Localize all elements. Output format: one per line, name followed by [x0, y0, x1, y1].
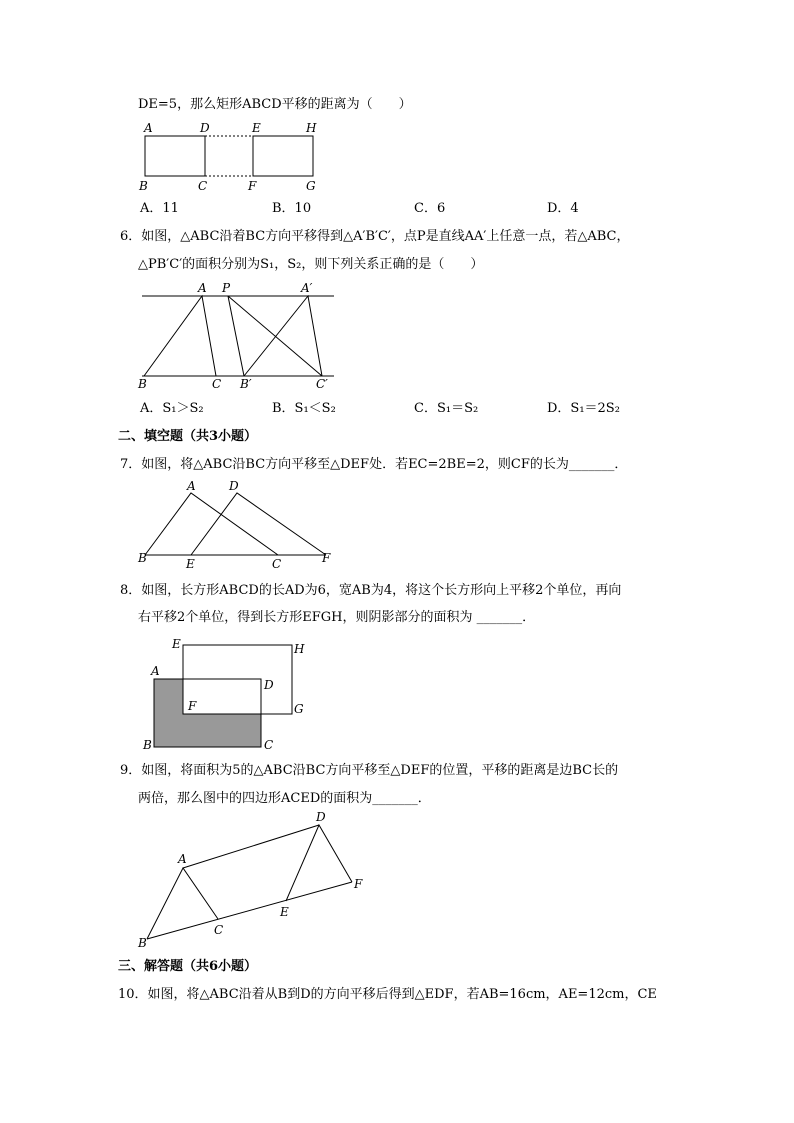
- q8-figure: [138, 634, 328, 754]
- q5-text: DE=5，那么矩形ABCD平移的距离为（ ）: [138, 97, 412, 112]
- q7-label-C: C: [272, 557, 282, 571]
- q7-label-F: F: [322, 551, 331, 565]
- q6-label-B: B: [138, 377, 147, 391]
- q5-label-B: B: [139, 179, 148, 193]
- q9-label-E: E: [280, 905, 289, 919]
- q6-option-c[interactable]: C．S₁＝S₂: [414, 401, 479, 416]
- q7-label-D: D: [229, 479, 239, 493]
- q8-label-F: F: [188, 699, 197, 713]
- q6-figure: [136, 280, 346, 390]
- q5-option-b[interactable]: B．10: [272, 201, 312, 216]
- q5-label-A: A: [144, 121, 153, 135]
- q9-figure: [136, 810, 376, 950]
- q7-label-B: B: [138, 551, 147, 565]
- q6-option-b[interactable]: B．S₁＜S₂: [272, 401, 336, 416]
- q8-label-E: E: [172, 637, 181, 651]
- q6-label-A: A: [198, 281, 207, 295]
- q9-text-line1: 9．如图，将面积为5的△ABC沿BC方向平移至△DEF的位置，平移的距离是边BC长的: [120, 763, 619, 778]
- q9-label-C: C: [214, 923, 224, 937]
- q7-label-E: E: [186, 557, 195, 571]
- q8-text-line1: 8．如图，长方形ABCD的长AD为6，宽AB为4，将这个长方形向上平移2个单位，再向: [120, 583, 622, 598]
- q9-label-A: A: [178, 852, 187, 866]
- q10-text: 10．如图，将△ABC沿着从B到D的方向平移后得到△EDF，若AB=16cm，AE=12cm，CE: [118, 987, 657, 1002]
- q9-label-D: D: [316, 810, 326, 824]
- q8-label-H: H: [294, 642, 305, 656]
- q8-text-line2: 右平移2个单位，得到长方形EFGH，则阴影部分的面积为 _______．: [138, 610, 536, 625]
- q8-label-G: G: [294, 702, 304, 716]
- section-2-heading: 二、填空题（共3小题）: [118, 429, 258, 444]
- q8-label-D: D: [264, 678, 274, 692]
- q8-label-A: A: [151, 664, 160, 678]
- q5-label-F: F: [248, 179, 257, 193]
- q9-label-B: B: [138, 936, 147, 950]
- q5-label-H: H: [306, 121, 317, 135]
- q6-label-B-prime: B′: [240, 377, 252, 391]
- q7-figure: [136, 478, 346, 570]
- q8-label-B: B: [143, 738, 152, 752]
- q5-label-C: C: [198, 179, 208, 193]
- q6-text-line2: △PB′C′的面积分别为S₁，S₂，则下列关系正确的是（ ）: [138, 257, 484, 272]
- q5-figure: [136, 120, 336, 193]
- q5-label-E: E: [252, 121, 261, 135]
- q9-label-F: F: [354, 877, 363, 891]
- section-3-heading: 三、解答题（共6小题）: [118, 959, 258, 974]
- q5-label-D: D: [200, 121, 210, 135]
- q6-label-C-prime: C′: [316, 377, 328, 391]
- q8-label-C: C: [264, 738, 274, 752]
- q6-option-a[interactable]: A．S₁＞S₂: [140, 401, 204, 416]
- q7-label-A: A: [187, 479, 196, 493]
- q7-text: 7．如图，将△ABC沿BC方向平移至△DEF处．若EC=2BE=2，则CF的长为_______．: [120, 457, 628, 472]
- q6-text-line1: 6．如图，△ABC沿着BC方向平移得到△A′B′C′，点P是直线AA′上任意一点，若△ABC，: [120, 229, 630, 244]
- q6-option-d[interactable]: D．S₁＝2S₂: [547, 401, 620, 416]
- q6-label-P: P: [222, 281, 231, 295]
- q6-label-C: C: [212, 377, 222, 391]
- q5-option-c[interactable]: C．6: [414, 201, 446, 216]
- q5-option-d[interactable]: D．4: [547, 201, 579, 216]
- q9-text-line2: 两倍，那么图中的四边形ACED的面积为_______．: [138, 791, 431, 806]
- q5-label-G: G: [306, 179, 316, 193]
- q6-label-A-prime: A′: [301, 281, 313, 295]
- q5-option-a[interactable]: A．11: [140, 201, 179, 216]
